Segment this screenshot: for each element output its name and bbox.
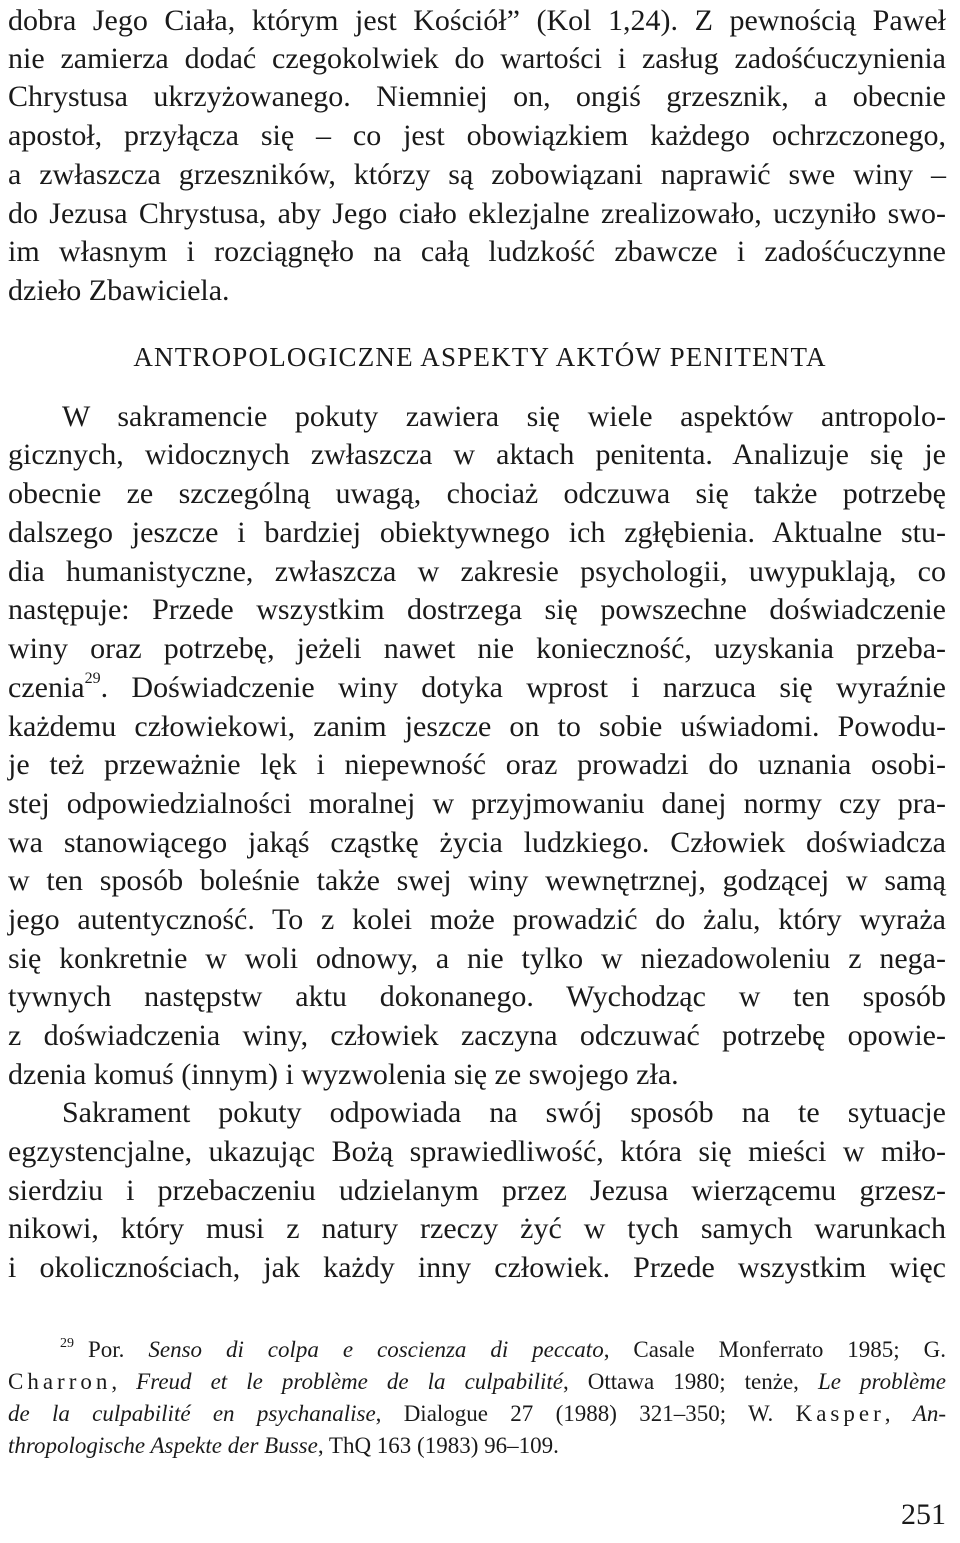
text-line: apostoł, przyłącza się – co jest obowiązkiem każdego ochrzczonego,	[8, 119, 946, 152]
text-line: Sakrament pokuty odpowiada na swój sposób na te sytuacje	[62, 1096, 946, 1129]
footnote-line	[60, 1334, 946, 1366]
text-line: a zwłaszcza grzeszników, którzy są zobowiązani naprawić swe winy –	[8, 158, 946, 191]
citation-title: Freud et le problème de la culpabilité	[136, 1369, 563, 1394]
text-line: winy oraz potrzebę, jeżeli nawet nie konieczność, uzyskania przeba-	[8, 632, 946, 665]
text-line: im własnym i rozciągnęło na całą ludzkość zbawcze i zadośćuczynne	[8, 235, 946, 268]
citation-author: Kasper	[795, 1401, 885, 1426]
text-segment: . Doświadczenie winy dotyka wprost i narzuca się wyraźnie	[100, 671, 946, 704]
text-line: z doświadczenia winy, człowiek zaczyna odczuwać potrzebę opowie-	[8, 1019, 946, 1052]
footnote-number: 29	[60, 1336, 74, 1351]
text-line-with-footnote-ref	[8, 669, 946, 707]
citation-title: Senso di colpa e coscienza di peccato	[148, 1337, 604, 1362]
text-line: dalszego jeszcze i bardziej obiektywnego ich zgłębienia. Aktualne stu-	[8, 516, 946, 549]
text-line: Chrystusa ukrzyżowanego. Niemniej on, ongiś grzesznik, a obecnie	[8, 80, 946, 113]
text-line: każdemu człowiekowi, zanim jeszcze on to sobie uświadomi. Powodu-	[8, 710, 946, 743]
text-segment: , Dialogue 27 (1988) 321–350; W.	[375, 1401, 796, 1426]
text-line: nikowi, który musi z natury rzeczy żyć w tych samych warunkach	[8, 1212, 946, 1245]
text-segment: , ThQ 163 (1983) 96–109.	[317, 1433, 559, 1458]
text-line: się konkretnie w woli odnowy, a nie tylko w niezadowoleniu z nega-	[8, 942, 946, 975]
text-line: dobra Jego Ciała, którym jest Kościół” (Kol 1,24). Z pewnością Paweł	[8, 4, 946, 37]
text-line: do Jezusa Chrystusa, aby Jego ciało eklezjalne zrealizowało, uczyniło swo-	[8, 197, 946, 230]
text-segment: Por.	[88, 1337, 149, 1362]
page-number: 251	[901, 1498, 946, 1531]
text-line: w ten sposób boleśnie także swej winy wewnętrznej, godzącej w samą	[8, 864, 946, 897]
citation-title: thropologische Aspekte der Busse	[8, 1433, 318, 1458]
text-line: dzieło Zbawiciela.	[8, 274, 230, 307]
text-line: jego autentyczność. To z kolei może prowadzić do żalu, który wyraża	[8, 903, 946, 936]
text-segment: , Ottawa 1980; tenże,	[562, 1369, 818, 1394]
citation-title: Le problème	[817, 1369, 946, 1394]
text-line: W sakramencie pokuty zawiera się wiele aspektów antropolo-	[62, 400, 946, 433]
footnote-reference[interactable]: 29	[84, 670, 101, 687]
text-segment: czenia	[8, 671, 85, 704]
text-segment: ,	[111, 1369, 137, 1394]
footnote-line	[8, 1430, 946, 1462]
text-line: nie zamierza dodać czegokolwiek do wartości i zasług zadośćuczynienia	[8, 42, 946, 75]
text-line: tywnych następstw aktu dokonanego. Wychodząc w ten sposób	[8, 980, 946, 1013]
text-line: gicznych, widocznych zwłaszcza w aktach penitenta. Analizuje się je	[8, 438, 946, 471]
text-line: obecnie ze szczególną uwagą, chociaż odczuwa się także potrzebę	[8, 477, 946, 510]
text-line: dzenia komuś (innym) i wyzwolenia się ze swojego zła.	[8, 1058, 679, 1091]
citation-title: de la culpabilité en psychanalise	[8, 1401, 376, 1426]
text-segment: ,	[884, 1401, 913, 1426]
citation-title: An-	[912, 1401, 947, 1426]
text-line: stej odpowiedzialności moralnej w przyjmowaniu danej normy czy pra-	[8, 787, 946, 820]
citation-author: Charron	[8, 1369, 112, 1394]
text-line: sierdziu i przebaczeniu udzielanym przez Jezusa wierzącemu grzesz-	[8, 1174, 946, 1207]
text-line: egzystencjalne, ukazując Bożą sprawiedliwość, która się mieści w miło-	[8, 1135, 946, 1168]
text-line: dia humanistyczne, zwłaszcza w zakresie psychologii, uwypuklają, co	[8, 555, 946, 588]
text-line: i okolicznościach, jak każdy inny człowiek. Przede wszystkim więc	[8, 1251, 946, 1284]
footnote-line	[8, 1398, 946, 1430]
text-segment: , Casale Monferrato 1985; G.	[603, 1337, 947, 1362]
text-line: następuje: Przede wszystkim dostrzega się powszechne doświadczenie	[8, 593, 946, 626]
footnote-line	[8, 1366, 946, 1398]
text-line: je też przeważnie lęk i niepewność oraz prowadzi do uznania osobi-	[8, 748, 946, 781]
section-heading: ANTROPOLOGICZNE ASPEKTY AKTÓW PENITENTA	[133, 342, 827, 372]
text-line: wa stanowiącego jakąś cząstkę życia ludzkiego. Człowiek doświadcza	[8, 826, 946, 859]
